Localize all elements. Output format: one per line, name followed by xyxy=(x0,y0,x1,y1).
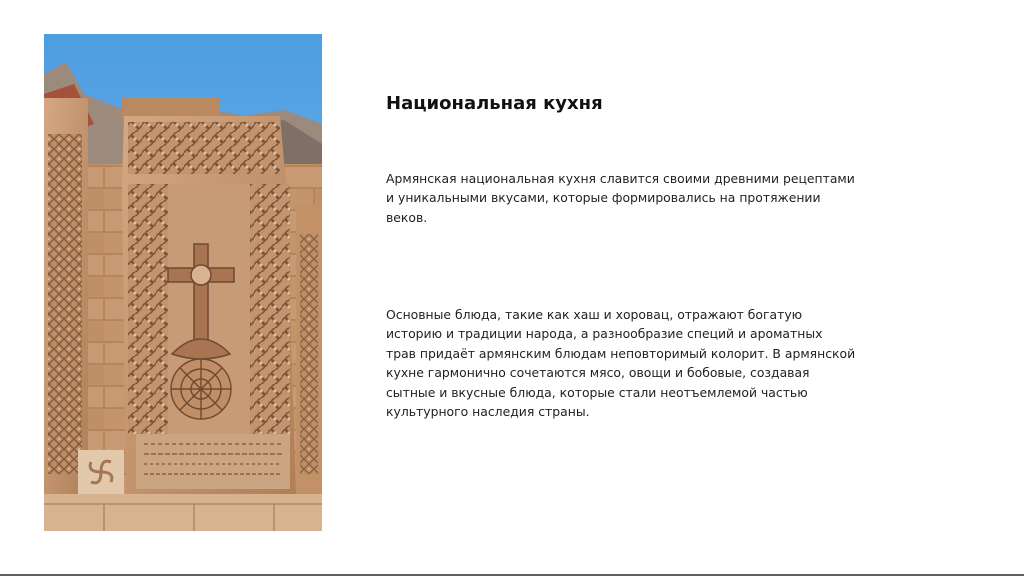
khachkar-photo xyxy=(44,34,322,531)
khachkar-illustration xyxy=(44,34,322,531)
slide-title: Национальная кухня xyxy=(386,93,603,114)
rosette-carving xyxy=(171,359,231,419)
intro-paragraph: Армянская национальная кухня славится своими древними рецептами и уникальными вкусами, которые формировались на протяжении веков. xyxy=(386,171,855,225)
dishes-paragraph: Основные блюда, такие как хаш и хоровац, отражают богатую историю и традиции народа, а разнообразие специй и ароматных трав придаёт армянским блюдам неповторимый колорит. В армянской кухне гармонично сочетаются мясо, овощи и бобовые, создавая сытные и вкусные блюда, которые стали неотъемлемой частью культурного наследия страны. xyxy=(386,307,856,420)
